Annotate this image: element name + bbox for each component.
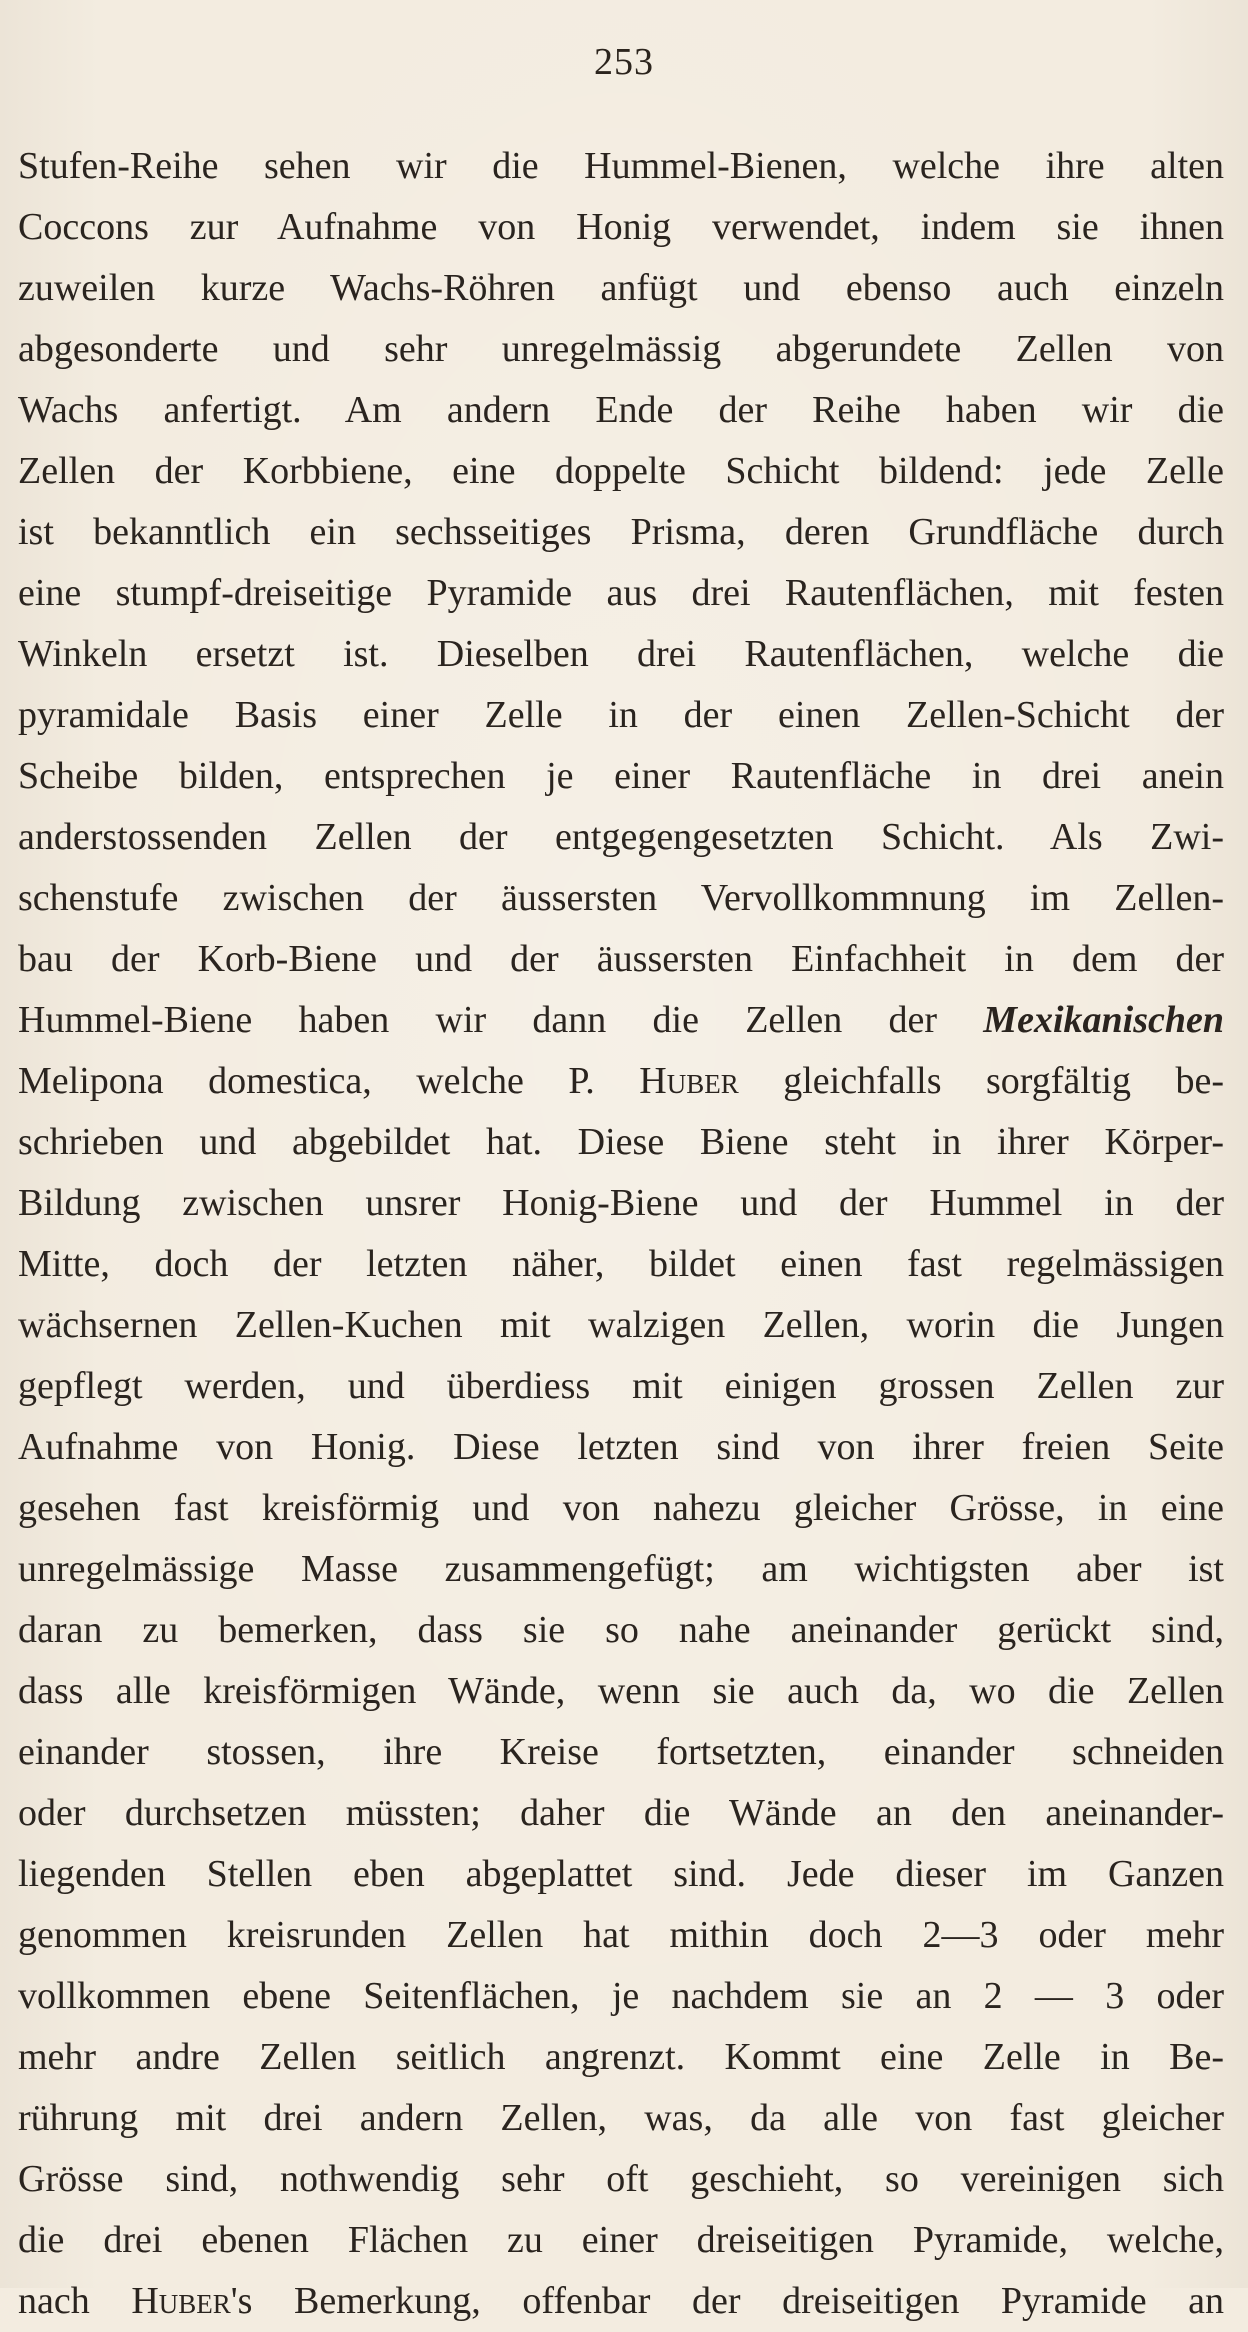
text-run: gleichfalls sorgfältig be- [738, 1060, 1224, 1102]
text-run: zuweilen kurze Wachs-Röhren anfügt und ebenso auch einzeln [18, 267, 1224, 309]
text-run: pyramidale Basis einer Zelle in der einen Zellen-Schicht der [18, 694, 1224, 736]
text-run: einander stossen, ihre Kreise fortsetzten, einander schneiden [18, 1731, 1224, 1773]
text-run: Zellen der Korbbiene, eine doppelte Schicht bildend: jede Zelle [18, 450, 1224, 492]
text-line [18, 197, 1224, 258]
text-line [18, 990, 1224, 1051]
text-run: bau der Korb-Biene und der äussersten Einfachheit in dem der [18, 938, 1224, 980]
text-run: Mitte, doch der letzten näher, bildet einen fast regelmässigen [18, 1243, 1224, 1285]
text-run: rührung mit drei andern Zellen, was, da alle von fast gleicher [18, 2097, 1224, 2139]
text-run: eine stumpf-dreiseitige Pyramide aus drei Rautenflächen, mit festen [18, 572, 1224, 614]
text-run: Stufen-Reihe sehen wir die Hummel-Bienen, welche ihre alten [18, 145, 1224, 187]
text-line [18, 1295, 1224, 1356]
text-line [18, 1173, 1224, 1234]
text-run: ist bekanntlich ein sechsseitiges Prisma, deren Grundfläche durch [18, 511, 1224, 553]
text-line [18, 1478, 1224, 1539]
text-line [18, 1966, 1224, 2027]
text-line [18, 2088, 1224, 2149]
text-line [18, 2027, 1224, 2088]
text-line [18, 1844, 1224, 1905]
text-line [18, 380, 1224, 441]
text-run: nach [18, 2280, 132, 2322]
page-number: 253 [594, 41, 654, 83]
text-line [18, 441, 1224, 502]
text-run: dass alle kreisförmigen Wände, wenn sie auch da, wo die Zellen [18, 1670, 1224, 1712]
text-run: gepflegt werden, und überdiess mit einigen grossen Zellen zur [18, 1365, 1224, 1407]
text-run: gesehen fast kreisförmig und von nahezu gleicher Grösse, in eine [18, 1487, 1224, 1529]
text-line [18, 1783, 1224, 1844]
text-line [18, 2210, 1224, 2271]
text-line [18, 1722, 1224, 1783]
text-line [18, 1051, 1224, 1112]
text-line [18, 929, 1224, 990]
text-line [18, 1905, 1224, 1966]
text-run: Bildung zwischen unsrer Honig-Biene und der Hummel in der [18, 1182, 1224, 1224]
text-run: die drei ebenen Flächen zu einer dreiseitigen Pyramide, welche, [18, 2219, 1224, 2261]
text-run: Winkeln ersetzt ist. Dieselben drei Rautenflächen, welche die [18, 633, 1224, 675]
text-run: Hummel-Biene haben wir dann die Zellen der [18, 999, 984, 1041]
text-run: 's Bemerkung, offenbar der dreiseitigen Pyramide an [230, 2280, 1224, 2322]
text-run: Grösse sind, nothwendig sehr oft geschieht, so vereinigen sich [18, 2158, 1224, 2200]
text-line [18, 1600, 1224, 1661]
text-run: schrieben und abgebildet hat. Diese Biene steht in ihrer Körper- [18, 1121, 1224, 1163]
text-line [18, 1539, 1224, 1600]
text-run: Wachs anfertigt. Am andern Ende der Reihe haben wir die [18, 389, 1224, 431]
text-run: unregelmässige Masse zusammengefügt; am wichtigsten aber ist [18, 1548, 1224, 1590]
text-line [18, 2271, 1224, 2332]
emphasized-text: Mexikanischen [983, 999, 1224, 1041]
text-run: vollkommen ebene Seitenflächen, je nachdem sie an 2 — 3 oder [18, 1975, 1224, 2017]
text-run: daran zu bemerken, dass sie so nahe aneinander gerückt sind, [18, 1609, 1224, 1651]
text-line [18, 1112, 1224, 1173]
text-line [18, 868, 1224, 929]
text-line [18, 1356, 1224, 1417]
text-run: schenstufe zwischen der äussersten Vervollkommnung im Zellen- [18, 877, 1224, 919]
text-line [18, 2149, 1224, 2210]
text-run: Aufnahme von Honig. Diese letzten sind von ihrer freien Seite [18, 1426, 1224, 1468]
text-line [18, 1661, 1224, 1722]
text-line [18, 746, 1224, 807]
text-run: wächsernen Zellen-Kuchen mit walzigen Zellen, worin die Jungen [18, 1304, 1224, 1346]
text-line [18, 258, 1224, 319]
text-run: Coccons zur Aufnahme von Honig verwendet, indem sie ihnen [18, 206, 1224, 248]
text-line [18, 685, 1224, 746]
author-name: Huber [131, 2280, 231, 2322]
text-run: anderstossenden Zellen der entgegengesetzten Schicht. Als Zwi- [18, 816, 1224, 858]
text-run: Scheibe bilden, entsprechen je einer Rautenfläche in drei anein [18, 755, 1224, 797]
body-text [18, 136, 1224, 2332]
text-line [18, 807, 1224, 868]
text-line [18, 319, 1224, 380]
text-run: Melipona domestica, welche P. [18, 1060, 640, 1102]
text-run: genommen kreisrunden Zellen hat mithin doch 2—3 oder mehr [18, 1914, 1224, 1956]
text-line [18, 624, 1224, 685]
text-run: mehr andre Zellen seitlich angrenzt. Kommt eine Zelle in Be- [18, 2036, 1224, 2078]
text-run: liegenden Stellen eben abgeplattet sind. Jede dieser im Ganzen [18, 1853, 1224, 1895]
text-line [18, 136, 1224, 197]
text-line [18, 563, 1224, 624]
author-name: Huber [639, 1060, 739, 1102]
text-run: abgesonderte und sehr unregelmässig abgerundete Zellen von [18, 328, 1224, 370]
text-line [18, 502, 1224, 563]
text-run: oder durchsetzen müssten; daher die Wände an den aneinander- [18, 1792, 1224, 1834]
text-line [18, 1417, 1224, 1478]
text-line [18, 1234, 1224, 1295]
